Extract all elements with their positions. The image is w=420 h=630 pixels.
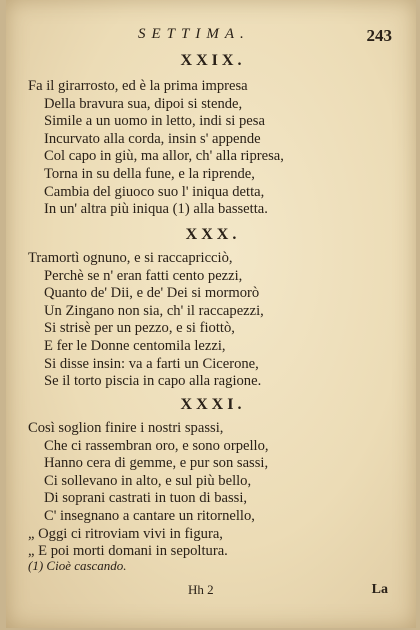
verse-line: Torna in su della fune, e la riprende, (44, 165, 255, 182)
stanza-numeral: XXXI. (180, 396, 246, 413)
verse-line: Quanto de' Dii, e de' Dei si mormorò (44, 285, 260, 302)
verse-line: E fer le Donne centomila lezzi, (44, 337, 226, 354)
verse-line: Simile a un uomo in letto, indi si pesa (44, 113, 265, 130)
verse-line: Col capo in giù, ma allor, ch' alla ripresa, (44, 148, 284, 165)
verse-line: Tramortì ognuno, e si raccapricciò, (28, 250, 233, 266)
footnote: (1) Cioè cascando. (28, 558, 127, 573)
stanza-29 (28, 78, 398, 219)
verse-line: Hanno cera di gemme, e pur son sassi, (44, 455, 269, 472)
verse-line: Incurvato alla corda, insin s' appende (44, 130, 261, 147)
stanza-30 (28, 250, 398, 391)
stanza-numeral: XXIX. (180, 52, 246, 69)
verse-line: Ci sollevano in alto, e sul più bello, (44, 472, 252, 489)
verse-line: Cambia del giuoco suo l' iniqua detta, (44, 183, 265, 200)
verse-line: Si disse insin: va a farti un Cicerone, (44, 355, 259, 372)
verse-line: Di soprani castrati in tuon di bassi, (44, 490, 248, 507)
stanza-numeral: XXX. (185, 226, 241, 243)
verse-line: „ E poi morti domani in sepoltura. (28, 543, 228, 560)
verse-line: Se il torto piscia in capo alla ragione. (44, 373, 262, 390)
signature-mark: Hh 2 (188, 582, 214, 597)
verse-line: Perchè se n' eran fatti cento pezzi, (44, 267, 243, 284)
page-number: 243 (366, 26, 392, 45)
verse-line: Della bravura sua, dipoi si stende, (44, 95, 243, 112)
running-head-title: SETTIMA. (138, 26, 250, 42)
verse-line: Un Zingano non sia, ch' il raccapezzi, (44, 302, 264, 319)
verse-line: C' insegnano a cantare un ritornello, (44, 507, 255, 524)
verse-line: Che ci rassembran oro, e sono orpello, (44, 437, 269, 454)
verse-line: „ Oggi ci ritroviam vivi in figura, (28, 525, 223, 542)
verse-line: Fa il girarrosto, ed è la prima impresa (28, 78, 248, 94)
catchword: La (371, 582, 388, 597)
verse-line: In un' altra più iniqua (1) alla bassetta. (44, 201, 268, 218)
verse-line: Si strisè per un pezzo, e si fiottò, (44, 320, 235, 337)
book-page (6, 0, 416, 628)
stanza-31 (28, 420, 398, 561)
verse-line: Così soglion finire i nostri spassi, (28, 420, 224, 436)
running-head (28, 26, 398, 46)
